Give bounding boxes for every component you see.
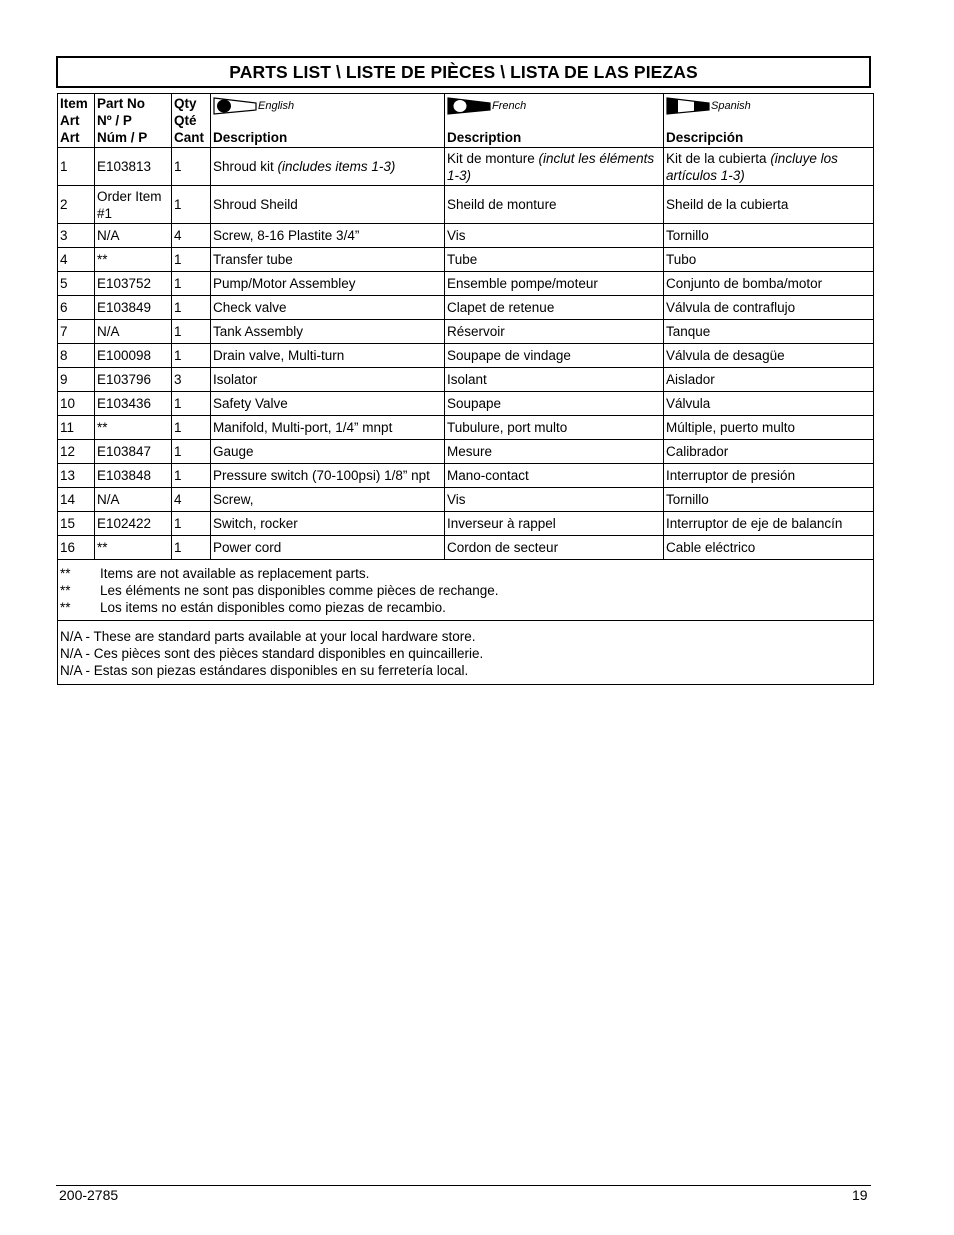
spanish-flag-label: Spanish <box>711 99 751 112</box>
description-es-cell <box>664 368 874 392</box>
item-number-cell <box>58 464 95 488</box>
table-row <box>58 148 874 186</box>
description-es-cell <box>664 148 874 186</box>
description-fr-cell-text: Cordon de secteur <box>447 540 559 555</box>
item-number-cell-text: 16 <box>60 540 76 555</box>
quantity-cell-text: 1 <box>174 516 182 531</box>
description-en-cell-text: Check valve <box>213 300 287 315</box>
description-en-cell-text: Transfer tube <box>213 252 293 267</box>
description-fr-cell-text: Isolant <box>447 372 487 387</box>
item-number-cell <box>58 224 95 248</box>
description-en-cell-note: (includes items 1-3) <box>277 159 396 174</box>
parts-table-body <box>58 148 874 560</box>
note-na-en: N/A - These are standard parts available at your local hardware store. <box>60 628 476 644</box>
quantity-cell <box>172 488 211 512</box>
part-number-cell-text: E102422 <box>97 516 152 531</box>
item-number-cell-text: 15 <box>60 516 76 531</box>
part-number-cell-text: N/A <box>97 324 120 339</box>
item-number-cell-text: 7 <box>60 324 68 339</box>
note-mark: ** <box>60 565 71 581</box>
description-en-cell <box>211 320 445 344</box>
french-flag-icon <box>447 97 491 115</box>
header-description-en <box>211 94 445 148</box>
description-fr-cell-text: Mesure <box>447 444 493 459</box>
spanish-flag <box>666 96 871 116</box>
header-part-es: Núm / P <box>97 130 148 145</box>
description-es-cell <box>664 416 874 440</box>
description-fr-cell <box>445 488 664 512</box>
part-number-cell <box>95 224 172 248</box>
description-fr-cell-text: Mano-contact <box>447 468 529 483</box>
description-fr-cell <box>445 512 664 536</box>
description-en-cell <box>211 392 445 416</box>
description-fr-cell-text: Vis <box>447 492 466 507</box>
part-number-cell-text: E103813 <box>97 159 152 174</box>
header-item <box>58 94 95 148</box>
quantity-cell <box>172 148 211 186</box>
item-number-cell <box>58 416 95 440</box>
description-es-cell-note: (incluye los artículos 1-3) <box>666 150 838 183</box>
part-number-cell-text: N/A <box>97 228 120 243</box>
description-es-cell <box>664 248 874 272</box>
quantity-cell-text: 1 <box>174 348 182 363</box>
part-number-cell <box>95 320 172 344</box>
description-fr-cell <box>445 296 664 320</box>
description-en-cell-text: Screw, 8-16 Plastite 3/4” <box>213 228 360 243</box>
description-fr-cell-text: Clapet de retenue <box>447 300 555 315</box>
description-en-cell <box>211 440 445 464</box>
description-fr-cell <box>445 224 664 248</box>
description-en-cell <box>211 464 445 488</box>
header-qty-fr: Qté <box>174 113 197 128</box>
quantity-cell-text: 1 <box>174 197 182 212</box>
description-en-cell-text: Pressure switch (70-100psi) 1/8” npt <box>213 468 430 483</box>
part-number-cell <box>95 488 172 512</box>
table-row <box>58 224 874 248</box>
description-es-cell <box>664 272 874 296</box>
description-es-cell-text: Válvula <box>666 396 711 411</box>
description-fr-cell <box>445 148 664 186</box>
table-row <box>58 344 874 368</box>
header-qty <box>172 94 211 148</box>
item-number-cell-text: 14 <box>60 492 76 507</box>
quantity-cell <box>172 248 211 272</box>
description-fr-cell <box>445 416 664 440</box>
part-number-cell <box>95 368 172 392</box>
item-number-cell <box>58 440 95 464</box>
description-es-cell-text: Tanque <box>666 324 711 339</box>
quantity-cell <box>172 440 211 464</box>
description-en-cell <box>211 296 445 320</box>
description-en-cell <box>211 248 445 272</box>
part-number-cell <box>95 440 172 464</box>
description-es-cell-text: Kit de la cubierta <box>666 150 771 166</box>
part-number-cell-text: E103752 <box>97 276 152 291</box>
header-part-no <box>95 94 172 148</box>
part-number-cell <box>95 272 172 296</box>
description-en-cell <box>211 224 445 248</box>
item-number-cell <box>58 296 95 320</box>
item-number-cell <box>58 248 95 272</box>
description-en-cell-text: Safety Valve <box>213 396 288 411</box>
item-number-cell <box>58 392 95 416</box>
description-en-cell <box>211 186 445 224</box>
table-row <box>58 320 874 344</box>
item-number-cell-text: 3 <box>60 228 68 243</box>
quantity-cell <box>172 368 211 392</box>
item-number-cell-text: 5 <box>60 276 68 291</box>
part-number-cell <box>95 344 172 368</box>
note-unavailable-es: Los items no están disponibles como piezas de recambio. <box>100 599 446 615</box>
part-number-cell-text: Order Item #1 <box>97 188 162 221</box>
description-es-cell-text: Múltiple, puerto multo <box>666 420 796 435</box>
quantity-cell <box>172 186 211 224</box>
quantity-cell-text: 1 <box>174 276 182 291</box>
description-en-cell <box>211 488 445 512</box>
description-fr-cell <box>445 464 664 488</box>
page-title-text: PARTS LIST \ LISTE DE PIÈCES \ LISTA DE LAS PIEZAS <box>229 61 698 82</box>
item-number-cell-text: 10 <box>60 396 76 411</box>
english-flag <box>213 96 442 116</box>
description-en-cell-text: Screw, <box>213 492 254 507</box>
description-en-label: Description <box>213 130 288 145</box>
quantity-cell-text: 1 <box>174 396 182 411</box>
note-unavailable-en: Items are not available as replacement parts. <box>100 565 370 581</box>
part-number-cell <box>95 392 172 416</box>
description-fr-cell-text: Sheild de monture <box>447 197 557 212</box>
description-es-label: Descripción <box>666 130 744 145</box>
description-fr-cell <box>445 368 664 392</box>
description-es-cell <box>664 488 874 512</box>
description-es-cell <box>664 224 874 248</box>
item-number-cell-text: 2 <box>60 197 68 212</box>
description-es-cell-text: Tubo <box>666 252 697 267</box>
description-es-cell-text: Cable eléctrico <box>666 540 756 555</box>
item-number-cell-text: 13 <box>60 468 76 483</box>
description-fr-cell-text: Soupape <box>447 396 502 411</box>
quantity-cell-text: 1 <box>174 444 182 459</box>
quantity-cell <box>172 224 211 248</box>
quantity-cell-text: 1 <box>174 540 182 555</box>
table-row <box>58 536 874 560</box>
description-es-cell <box>664 512 874 536</box>
description-es-cell-text: Válvula de contraflujo <box>666 300 796 315</box>
quantity-cell <box>172 512 211 536</box>
quantity-cell <box>172 296 211 320</box>
notes-section <box>58 560 874 685</box>
item-number-cell <box>58 272 95 296</box>
part-number-cell-text: E103849 <box>97 300 152 315</box>
description-en-cell <box>211 272 445 296</box>
description-fr-cell <box>445 320 664 344</box>
note-na-es: N/A - Estas son piezas estándares disponibles en su ferretería local. <box>60 662 469 678</box>
description-fr-cell <box>445 248 664 272</box>
description-en-cell <box>211 512 445 536</box>
standard-parts-note <box>58 621 874 685</box>
footer-divider <box>56 1185 871 1186</box>
part-number-cell-text: E103848 <box>97 468 152 483</box>
header-item-en: Item <box>60 96 88 111</box>
part-number-cell <box>95 512 172 536</box>
part-number-cell <box>95 186 172 224</box>
header-qty-en: Qty <box>174 96 197 111</box>
part-number-cell <box>95 464 172 488</box>
item-number-cell <box>58 186 95 224</box>
quantity-cell <box>172 464 211 488</box>
english-flag-icon <box>213 97 257 115</box>
description-en-cell <box>211 344 445 368</box>
table-row <box>58 248 874 272</box>
description-fr-cell <box>445 440 664 464</box>
table-row <box>58 488 874 512</box>
description-fr-cell-text: Vis <box>447 228 466 243</box>
description-es-cell-text: Tornillo <box>666 492 709 507</box>
item-number-cell-text: 9 <box>60 372 68 387</box>
description-es-cell-text: Interruptor de eje de balancín <box>666 516 843 531</box>
quantity-cell-text: 3 <box>174 372 182 387</box>
quantity-cell-text: 1 <box>174 252 182 267</box>
description-en-cell <box>211 368 445 392</box>
description-fr-cell-text: Réservoir <box>447 324 505 339</box>
item-number-cell <box>58 148 95 186</box>
description-es-cell-text: Válvula de desagüe <box>666 348 785 363</box>
table-row <box>58 272 874 296</box>
description-en-cell-text: Shroud Sheild <box>213 197 298 212</box>
part-number-cell-text: N/A <box>97 492 120 507</box>
description-en-cell <box>211 536 445 560</box>
part-number-cell <box>95 296 172 320</box>
description-en-cell-text: Shroud kit <box>213 159 278 174</box>
part-number-cell-text: E103436 <box>97 396 152 411</box>
description-es-cell-text: Aislador <box>666 372 715 387</box>
description-en-cell-text: Tank Assembly <box>213 324 304 339</box>
header-part-fr: Nº / P <box>97 113 132 128</box>
description-es-cell-text: Conjunto de bomba/motor <box>666 276 823 291</box>
item-number-cell <box>58 512 95 536</box>
description-es-cell <box>664 344 874 368</box>
part-number-cell <box>95 248 172 272</box>
header-description-fr <box>445 94 664 148</box>
description-en-cell-text: Gauge <box>213 444 254 459</box>
table-row <box>58 512 874 536</box>
description-es-cell <box>664 464 874 488</box>
description-es-cell <box>664 440 874 464</box>
table-row <box>58 368 874 392</box>
part-number-cell <box>95 148 172 186</box>
item-number-cell <box>58 368 95 392</box>
description-fr-cell <box>445 536 664 560</box>
item-number-cell <box>58 344 95 368</box>
quantity-cell-text: 1 <box>174 159 182 174</box>
document-number: 200-2785 <box>59 1187 119 1203</box>
english-flag-label: English <box>258 99 295 112</box>
part-number-cell-text: E100098 <box>97 348 152 363</box>
description-en-cell-text: Pump/Motor Assembley <box>213 276 356 291</box>
item-number-cell-text: 1 <box>60 159 68 174</box>
header-part-en: Part No <box>97 96 146 111</box>
description-fr-cell-text: Soupape de vindage <box>447 348 571 363</box>
item-number-cell-text: 6 <box>60 300 68 315</box>
spanish-flag-icon <box>666 97 710 115</box>
item-number-cell-text: 4 <box>60 252 68 267</box>
table-row <box>58 464 874 488</box>
part-number-cell-text: E103796 <box>97 372 152 387</box>
part-number-cell-text: ** <box>97 540 108 555</box>
item-number-cell-text: 11 <box>60 420 75 435</box>
note-na-fr: N/A - Ces pièces sont des pièces standard disponibles en quincaillerie. <box>60 645 484 661</box>
header-qty-es: Cant <box>174 130 204 145</box>
quantity-cell-text: 1 <box>174 300 182 315</box>
part-number-cell <box>95 416 172 440</box>
header-item-fr: Art <box>60 113 80 128</box>
description-en-cell <box>211 148 445 186</box>
part-number-cell <box>95 536 172 560</box>
quantity-cell-text: 4 <box>174 228 182 243</box>
note-unavailable-fr: Les éléments ne sont pas disponibles comme pièces de rechange. <box>100 582 499 598</box>
description-fr-cell <box>445 392 664 416</box>
description-es-cell-text: Tornillo <box>666 228 709 243</box>
description-en-cell-text: Power cord <box>213 540 282 555</box>
item-number-cell-text: 12 <box>60 444 76 459</box>
quantity-cell-text: 4 <box>174 492 182 507</box>
description-es-cell <box>664 392 874 416</box>
description-fr-cell-text: Kit de monture <box>447 150 539 166</box>
part-number-cell-text: ** <box>97 420 108 435</box>
table-header-row <box>58 94 874 148</box>
page-title <box>56 56 871 88</box>
item-number-cell <box>58 488 95 512</box>
description-es-cell <box>664 186 874 224</box>
description-es-cell-text: Interruptor de presión <box>666 468 796 483</box>
item-number-cell <box>58 320 95 344</box>
description-en-cell-text: Switch, rocker <box>213 516 298 531</box>
description-en-cell <box>211 416 445 440</box>
item-number-cell <box>58 536 95 560</box>
table-row <box>58 416 874 440</box>
description-fr-cell-text: Ensemble pompe/moteur <box>447 276 598 291</box>
french-flag <box>447 96 661 116</box>
page-number: 19 <box>852 1187 868 1203</box>
header-description-es <box>664 94 874 148</box>
description-en-cell-text: Manifold, Multi-port, 1/4” mnpt <box>213 420 393 435</box>
description-es-cell <box>664 536 874 560</box>
description-fr-cell-text: Inverseur à rappel <box>447 516 556 531</box>
note-mark: ** <box>60 599 71 615</box>
description-fr-cell-text: Tube <box>447 252 478 267</box>
item-number-cell-text: 8 <box>60 348 68 363</box>
description-fr-cell <box>445 186 664 224</box>
description-fr-cell <box>445 272 664 296</box>
description-es-cell-text: Sheild de la cubierta <box>666 197 789 212</box>
quantity-cell <box>172 392 211 416</box>
table-row <box>58 440 874 464</box>
description-en-cell-text: Isolator <box>213 372 258 387</box>
description-fr-label: Description <box>447 130 522 145</box>
description-en-cell-text: Drain valve, Multi-turn <box>213 348 345 363</box>
quantity-cell <box>172 536 211 560</box>
header-item-es: Art <box>60 130 80 145</box>
quantity-cell-text: 1 <box>174 324 182 339</box>
french-flag-label: French <box>492 99 527 112</box>
description-fr-cell-text: Tubulure, port multo <box>447 420 568 435</box>
description-es-cell <box>664 320 874 344</box>
description-fr-cell <box>445 344 664 368</box>
part-number-cell-text: ** <box>97 252 108 267</box>
table-row <box>58 186 874 224</box>
quantity-cell <box>172 272 211 296</box>
parts-table <box>57 93 874 685</box>
quantity-cell-text: 1 <box>174 468 182 483</box>
description-fr-cell-note: (inclut les éléments 1-3) <box>447 150 655 183</box>
description-es-cell <box>664 296 874 320</box>
unavailable-note <box>58 560 874 621</box>
quantity-cell <box>172 320 211 344</box>
note-mark: ** <box>60 582 71 598</box>
quantity-cell <box>172 416 211 440</box>
quantity-cell <box>172 344 211 368</box>
part-number-cell-text: E103847 <box>97 444 152 459</box>
description-es-cell-text: Calibrador <box>666 444 729 459</box>
quantity-cell-text: 1 <box>174 420 182 435</box>
table-row <box>58 392 874 416</box>
table-row <box>58 296 874 320</box>
